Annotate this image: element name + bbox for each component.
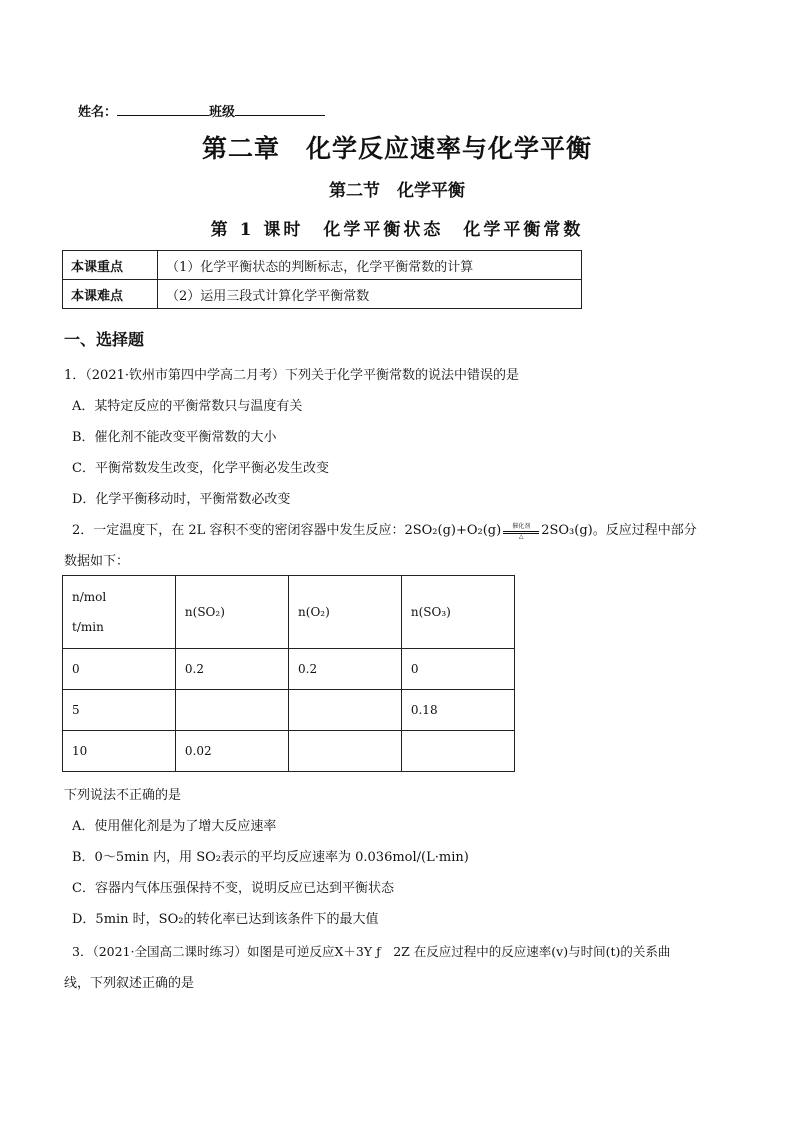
heat-label: △ [518,532,524,540]
table-cell: 5 [63,690,176,731]
table-cell: 0.2 [175,649,288,690]
table-row [63,731,515,772]
q2-eq-left: 2SO₂(g)+O₂(g) [404,523,502,538]
q2-stem [72,519,697,538]
difficulty-content: （2）运用三段式计算化学平衡常数 [158,280,582,309]
catalyst-label: 催化剂 [512,522,531,530]
table-cell: 0 [63,649,176,690]
table-cell: 10 [63,731,176,772]
q3-stem-line2: 线，下列叙述正确的是 [64,976,195,991]
table-cell [289,690,402,731]
q2-option-c: C．容器内气体压强保持不变，说明反应已达到平衡状态 [72,881,394,896]
q2-stem-pre: 2．一定温度下，在 2L 容积不变的密闭容器中发生反应： [72,523,405,538]
q2-option-a: A．使用催化剂是为了增大反应速率 [72,819,277,834]
table-header-row [63,576,515,649]
key-points-table [62,250,582,309]
table-row [63,649,515,690]
q2-option-b: B．0～5min 内，用 SO₂表示的平均反应速率为 0.036mol/(L·min) [72,850,469,865]
class-blank[interactable] [235,103,325,116]
q1-option-d: D．化学平衡移动时，平衡常数必改变 [72,492,291,507]
q3-stem-line1: 3．（2021·全国高二课时练习）如图是可逆反应X＋3Y ƒ 2Z 在反应过程中的反应速率(v)与时间(t)的关系曲 [72,944,671,959]
table-cell [401,731,514,772]
q2-ask: 下列说法不正确的是 [64,788,182,803]
q2-stem-line2: 数据如下： [64,554,130,569]
q2-data-table [62,575,515,772]
table-corner [63,576,176,649]
lesson-title: 第 1 课时 化学平衡状态 化学平衡常数 [210,220,584,240]
difficulty-row [63,280,582,309]
q2-option-d: D．5min 时，SO₂的转化率已达到该条件下的最大值 [72,912,379,927]
difficulty-label: 本课难点 [63,280,158,309]
name-label: 姓名： [78,105,118,120]
key-content: （1）化学平衡状态的判断标志，化学平衡常数的计算 [158,251,582,280]
key-row [63,251,582,280]
table-row [63,690,515,731]
table-cell [175,690,288,731]
q2-stem-post: 。反应过程中部分 [592,523,697,538]
name-blank[interactable] [117,103,209,116]
table-cell: 0.18 [401,690,514,731]
q1-stem: 1．（2021·钦州市第四中学高二月考）下列关于化学平衡常数的说法中错误的是 [64,368,519,383]
q1-option-b: B．催化剂不能改变平衡常数的大小 [72,430,277,445]
header-n-so3: n(SO₃) [401,576,514,649]
class-label: 班级 [209,105,236,120]
header-n-o2: n(O₂) [289,576,402,649]
chapter-title: 第二章 化学反应速率与化学平衡 [201,134,592,163]
part-heading: 一、选择题 [64,330,145,349]
q1-option-c: C．平衡常数发生改变，化学平衡必发生改变 [72,461,329,476]
q2-eq-right: 2SO₃(g) [541,523,593,538]
table-cell [289,731,402,772]
q1-option-a: A．某特定反应的平衡常数只与温度有关 [72,399,303,414]
corner-bottom: t/min [72,620,104,634]
equilibrium-arrow-icon [502,524,540,538]
name-class-line [78,101,325,120]
table-cell: 0.2 [289,649,402,690]
section-title: 第二节 化学平衡 [329,181,465,201]
key-label: 本课重点 [63,251,158,280]
corner-top: n/mol [72,590,107,604]
table-cell: 0 [401,649,514,690]
header-n-so2: n(SO₂) [175,576,288,649]
table-cell: 0.02 [175,731,288,772]
